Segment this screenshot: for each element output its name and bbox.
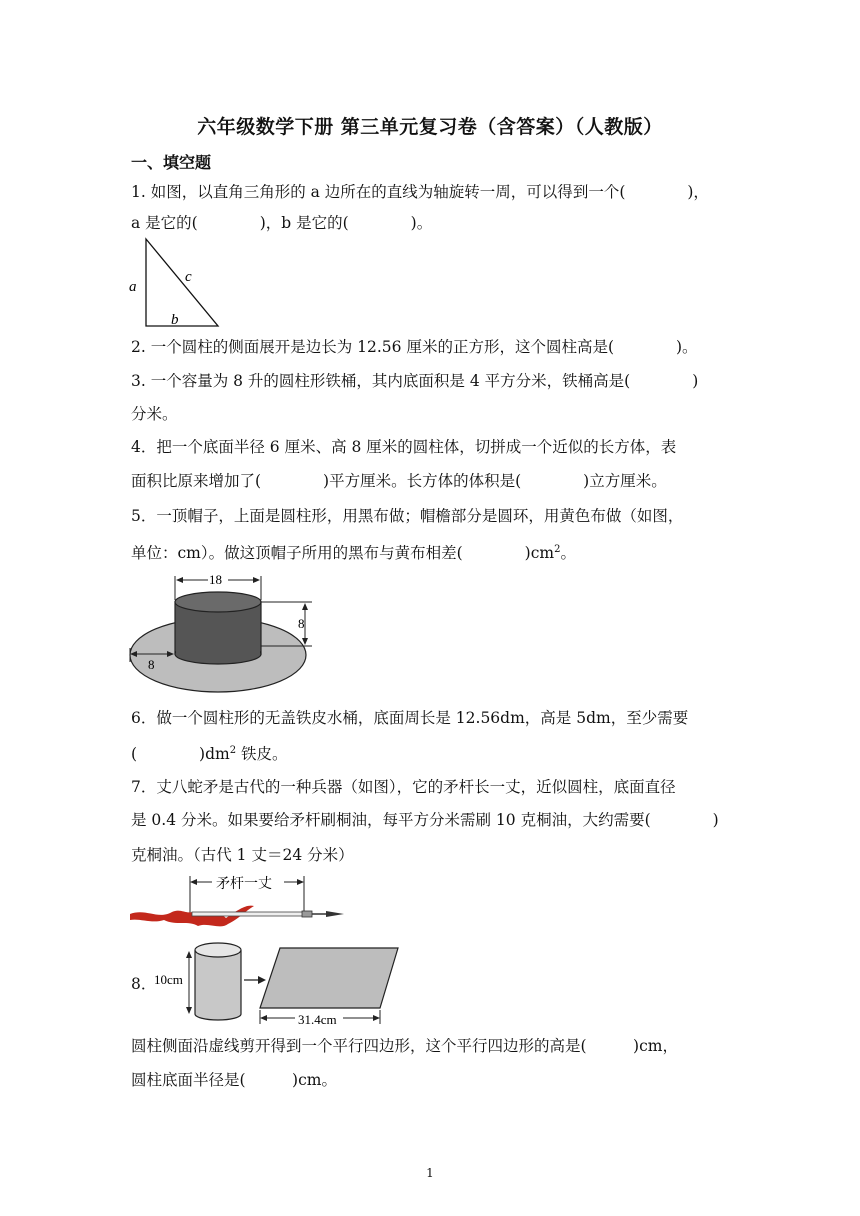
label-a: a bbox=[129, 279, 137, 295]
hat-crown-top bbox=[175, 592, 261, 612]
q3-line-1: 3. 一个容量为 8 升的圆柱形铁桶，其内底面积是 4 平方分米，铁桶高是( ) bbox=[131, 372, 699, 390]
q8-number: 8． bbox=[131, 975, 157, 993]
height-arrow-top bbox=[186, 951, 192, 958]
page-number: 1 bbox=[426, 1166, 434, 1180]
spear-label: 矛杆一丈 bbox=[216, 877, 272, 892]
dim-left-label: 8 bbox=[148, 657, 155, 672]
parallelogram bbox=[260, 948, 398, 1008]
q8-line-1: 圆柱侧面沿虚线剪开得到一个平行四边形，这个平行四边形的高是( )cm， bbox=[131, 1037, 678, 1055]
width-arrow-right bbox=[373, 1015, 380, 1021]
q5-line-2 bbox=[131, 540, 741, 563]
q5-superscript: 2 bbox=[554, 544, 561, 555]
q7-line-3: 克桐油。（古代 1 丈＝24 分米） bbox=[131, 846, 354, 864]
dim-side-arrow-top bbox=[302, 603, 308, 610]
q6-superscript: 2 bbox=[229, 745, 237, 756]
dim-top-arrow-left bbox=[176, 577, 183, 583]
height-arrow-bottom bbox=[186, 1007, 192, 1014]
q6-line-2 bbox=[131, 741, 741, 764]
q3-line-2: 分米。 bbox=[131, 405, 178, 423]
q4-line-2: 面积比原来增加了( )平方厘米。长方体的体积是( )立方厘米。 bbox=[131, 472, 667, 490]
height-label: 10cm bbox=[154, 972, 183, 987]
q8-cylinder-figure bbox=[152, 940, 402, 1028]
q5-line-1: 5．一顶帽子，上面是圆柱形，用黑布做；帽檐部分是圆环，用黄色布做（如图， bbox=[131, 507, 684, 525]
dim-top-arrow-right bbox=[253, 577, 260, 583]
spear-head bbox=[326, 911, 344, 917]
q5-line-2-text: 单位：cm）。做这顶帽子所用的黑布与黄布相差( )cm bbox=[131, 544, 555, 563]
q6-line-2-text: ( )dm bbox=[131, 745, 230, 764]
q5-hat-figure bbox=[128, 570, 318, 696]
cylinder-top bbox=[195, 943, 241, 957]
dim-top-label: 18 bbox=[209, 572, 222, 587]
q7-line-1: 7．丈八蛇矛是古代的一种兵器（如图），它的矛杆长一丈，近似圆柱，底面直径 bbox=[131, 778, 676, 796]
cylinder-bottom-arc bbox=[195, 1014, 241, 1020]
label-c: c bbox=[185, 269, 192, 285]
q5-line-2-end: 。 bbox=[560, 544, 576, 563]
spear-shaft bbox=[192, 912, 304, 916]
q2-line-1: 2. 一个圆柱的侧面展开是边长为 12.56 厘米的正方形，这个圆柱高是( )。 bbox=[131, 338, 698, 356]
q7-line-2: 是 0.4 分米。如果要给矛杆刷桐油，每平方分米需刷 10 克桐油，大约需要( ) bbox=[131, 811, 719, 829]
label-b: b bbox=[171, 312, 179, 328]
q1-triangle-figure bbox=[125, 236, 225, 330]
cylinder-body bbox=[195, 950, 241, 1014]
q6-line-1: 6．做一个圆柱形的无盖铁皮水桶，底面周长是 12.56dm，高是 5dm，至少需要 bbox=[131, 709, 689, 727]
spear-dim-arrow-right bbox=[297, 879, 304, 885]
spear-collar bbox=[302, 911, 312, 917]
q1-line-2: a 是它的( )，b 是它的( )。 bbox=[131, 214, 433, 232]
q4-line-1: 4．把一个底面半径 6 厘米、高 8 厘米的圆柱体，切拼成一个近似的长方体，表 bbox=[131, 438, 677, 456]
section-heading: 一、填空题 bbox=[131, 153, 212, 172]
spear-dim-arrow-left bbox=[190, 879, 197, 885]
page-title: 六年级数学下册 第三单元复习卷（含答案）（人教版） bbox=[197, 116, 663, 138]
cut-arrow-head bbox=[258, 976, 266, 984]
dim-side-label: 8 bbox=[298, 616, 305, 631]
q7-spear-figure bbox=[128, 868, 348, 938]
q8-line-2: 圆柱底面半径是( )cm。 bbox=[131, 1071, 337, 1089]
width-label: 31.4cm bbox=[298, 1012, 337, 1027]
q1-line-1: 1. 如图，以直角三角形的 a 边所在的直线为轴旋转一周，可以得到一个( )， bbox=[131, 183, 709, 201]
q6-line-2-end: 铁皮。 bbox=[236, 745, 288, 764]
width-arrow-left bbox=[260, 1015, 267, 1021]
right-triangle bbox=[146, 239, 218, 326]
